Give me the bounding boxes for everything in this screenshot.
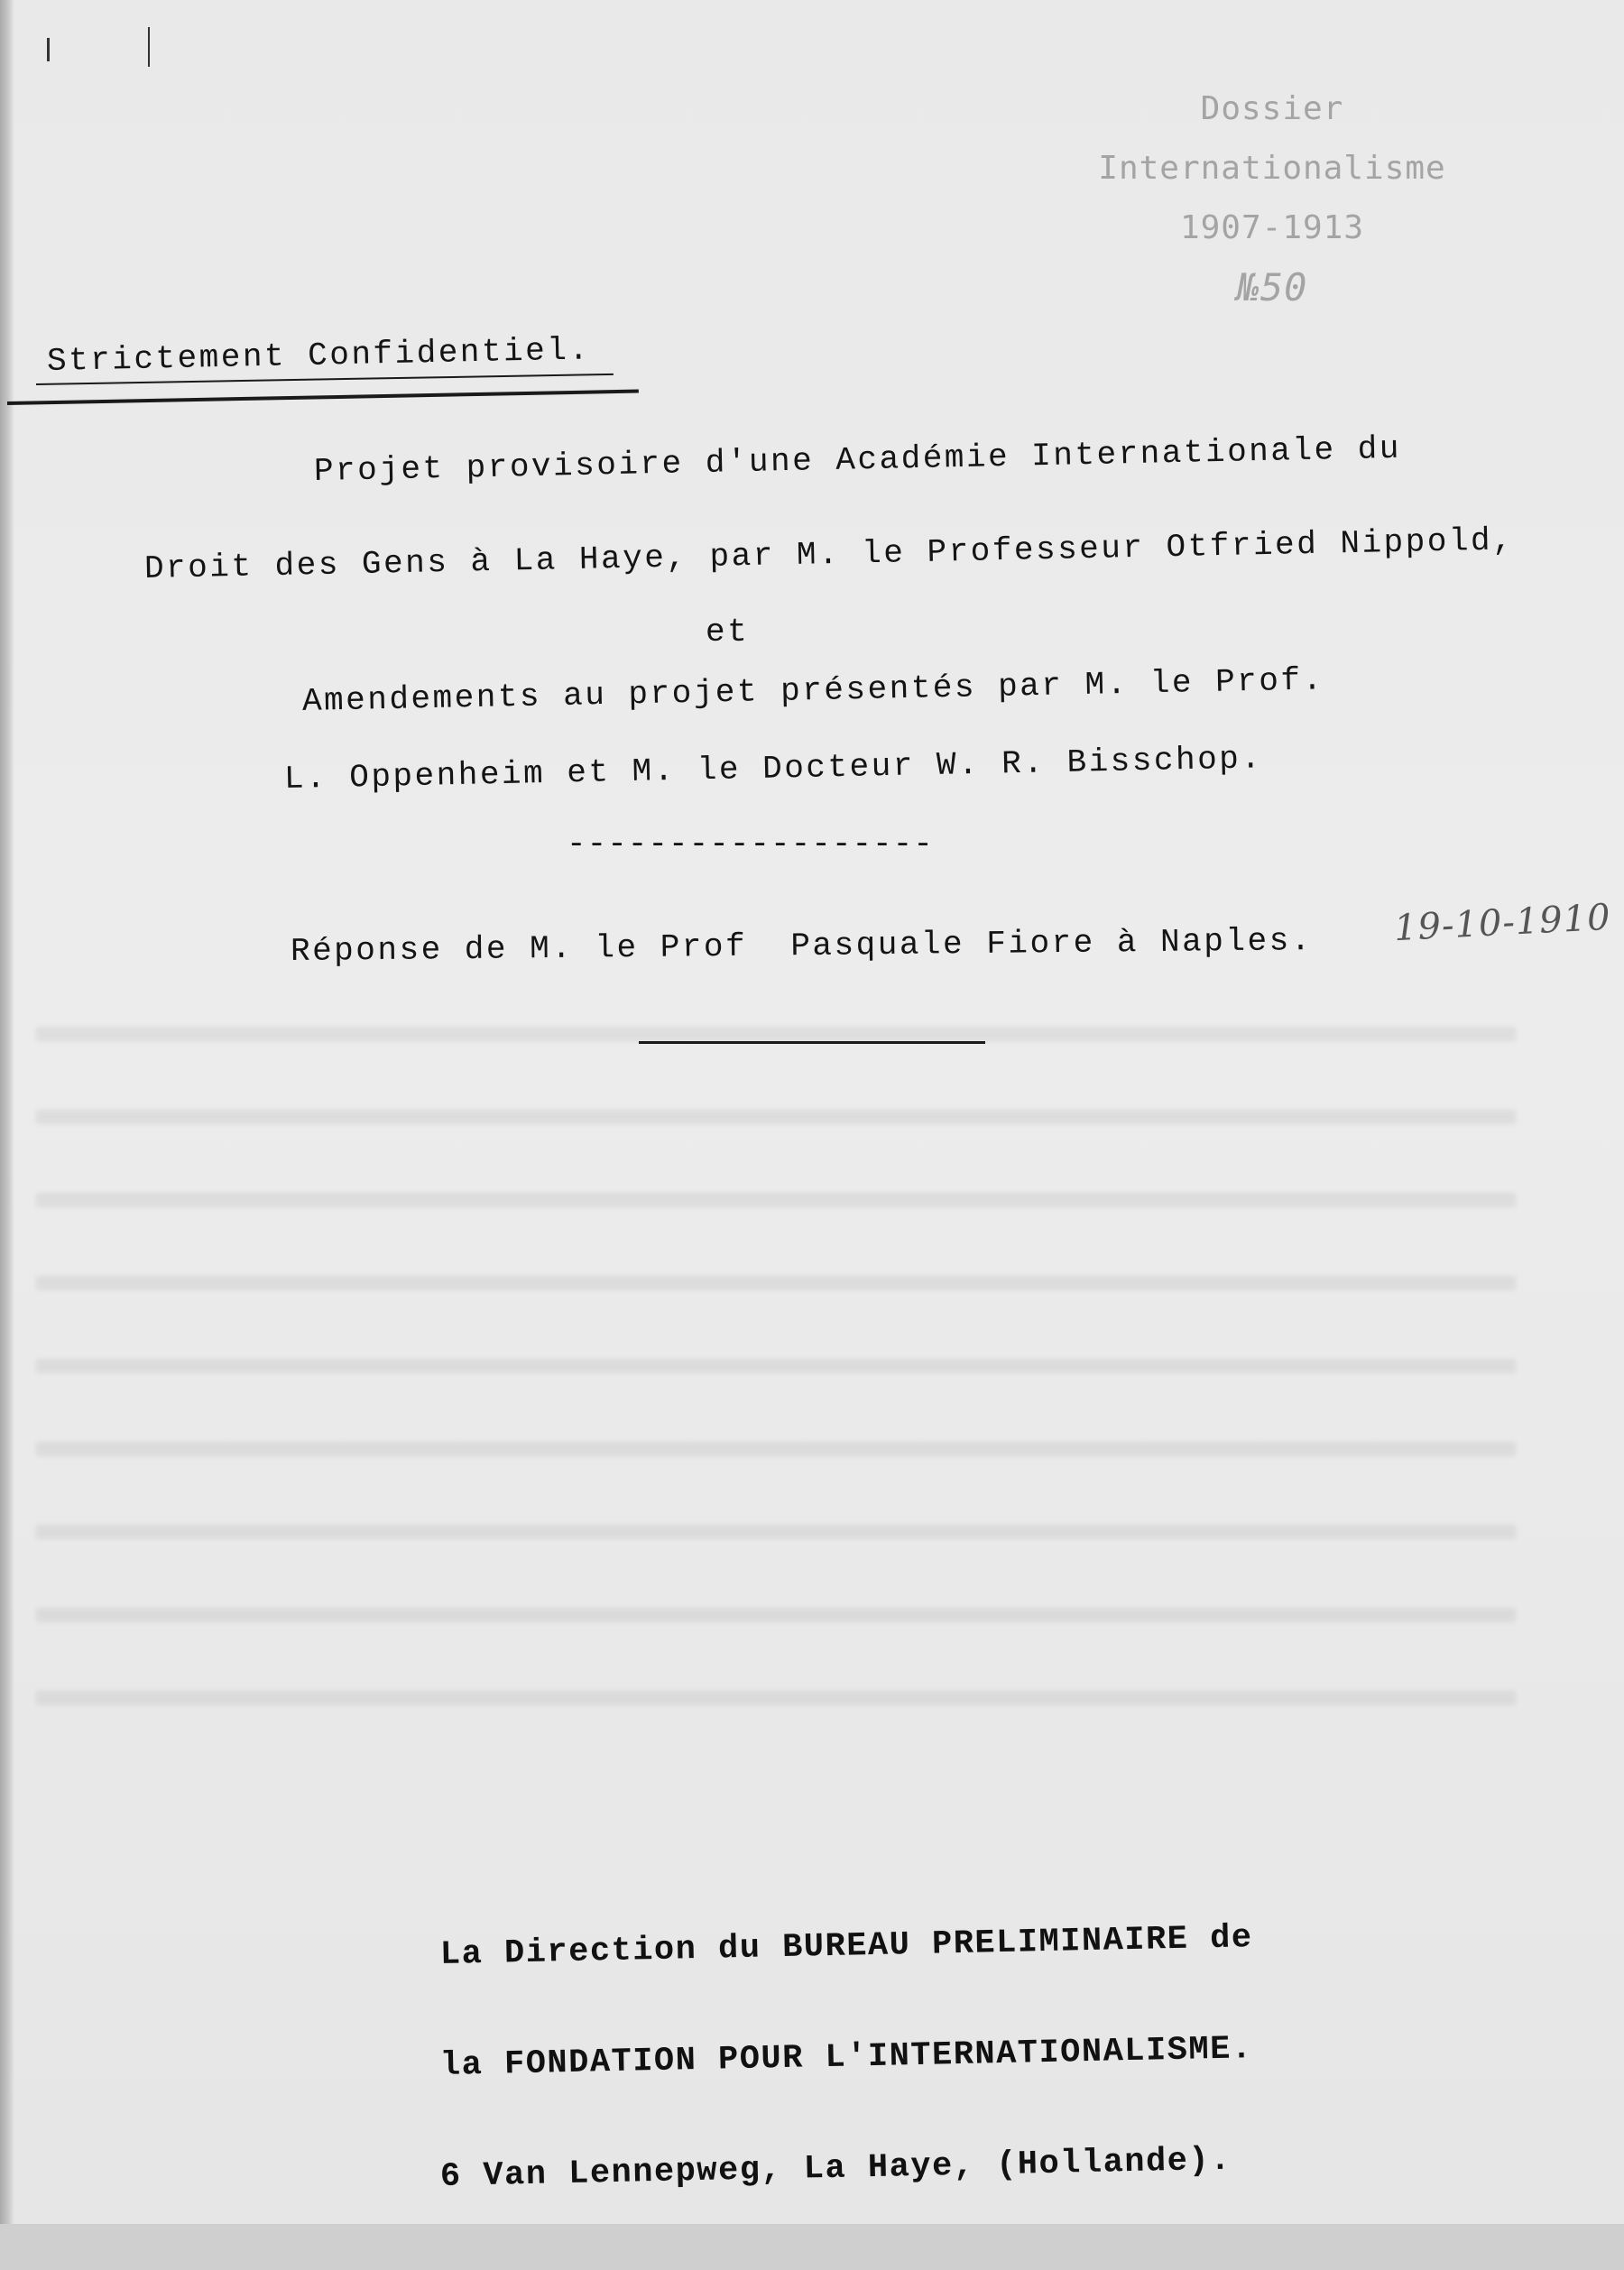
response-underline	[639, 1041, 985, 1044]
title-line-4: Amendements au projet présentés par M. le Prof.	[301, 661, 1325, 720]
handwritten-date: 19-10-1910	[1392, 896, 1612, 950]
show-through-text	[36, 974, 1516, 1714]
stamp-line-dossier: Dossier	[1200, 90, 1344, 127]
title-line-1: Projet provisoire d'une Académie Internationale du	[313, 429, 1402, 490]
stamp-line-number: №50	[1236, 265, 1308, 309]
archive-stamp	[1065, 79, 1480, 318]
footer-line-2: la FONDATION POUR L'INTERNATIONALISME.	[439, 2030, 1253, 2085]
stamp-line-years: 1907-1913	[1179, 209, 1365, 246]
margin-mark	[47, 38, 50, 61]
margin-mark	[148, 27, 150, 67]
title-line-3: et	[706, 614, 750, 651]
confidential-heading: Strictement Confidentiel.	[46, 331, 591, 380]
confidential-underline-1	[7, 390, 639, 405]
page-edge-shadow	[0, 0, 14, 2224]
title-separator: ------------------	[567, 826, 934, 863]
footer-address	[440, 1863, 1253, 2270]
title-line-5: L. Oppenheim et M. le Docteur W. R. Bisschop.	[283, 740, 1263, 798]
stamp-line-subject: Internationalisme	[1098, 150, 1446, 187]
footer-line-3: 6 Van Lennepweg, La Haye, (Hollande).	[439, 2141, 1232, 2196]
response-line: Réponse de M. le Prof Pasquale Fiore à Naples.	[290, 922, 1314, 970]
title-line-2: Droit des Gens à La Haye, par M. le Professeur Otfried Nippold,	[143, 521, 1515, 587]
footer-line-1: La Direction du BUREAU PRELIMINAIRE de	[439, 1919, 1253, 1974]
